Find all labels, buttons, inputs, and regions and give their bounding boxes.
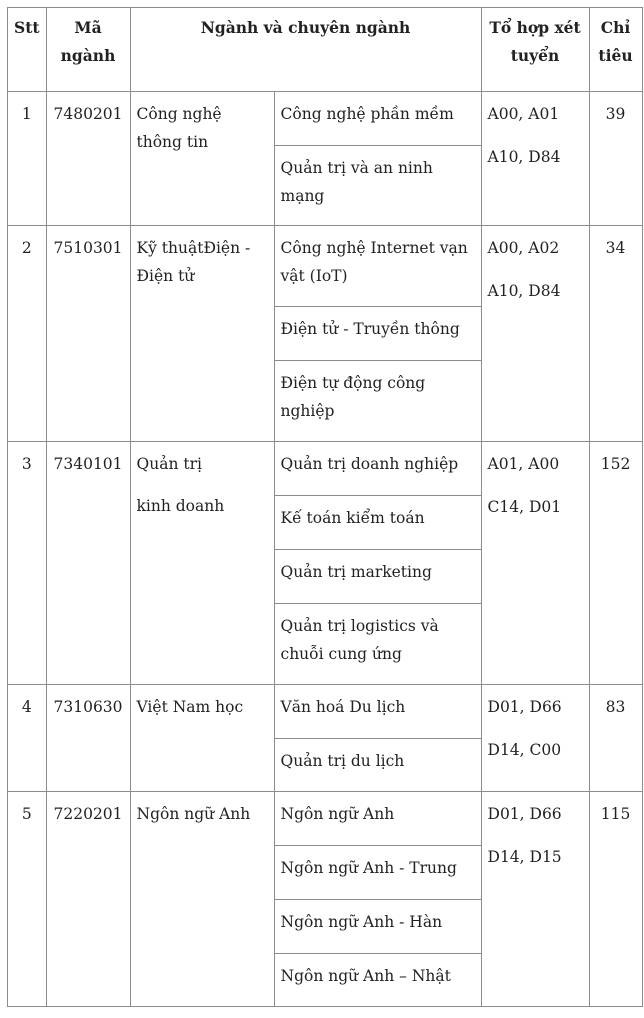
major-name-cell [130, 226, 274, 442]
specialization-cell: Quản trị logistics và chuỗi cung ứng [274, 604, 481, 685]
combo-line: C14, D01 [487, 498, 562, 516]
specialization-cell: Ngôn ngữ Anh [274, 792, 481, 846]
combo-line: A00, A01 [487, 105, 560, 123]
combo-line: A10, D84 [487, 282, 561, 300]
stt-cell: 2 [8, 226, 47, 442]
major-name-line: kinh doanh [136, 497, 225, 515]
combo-line: D14, D15 [487, 848, 562, 866]
table-row [8, 442, 643, 496]
combo-line: D14, C00 [487, 741, 562, 759]
stt-cell: 5 [8, 792, 47, 1007]
header-row [8, 8, 643, 92]
combo-line: A00, A02 [487, 239, 560, 257]
header-quota-line-1: Chỉ [600, 18, 631, 37]
major-name-cell [130, 792, 274, 1007]
major-name-line: Công nghệ thông tin [136, 105, 222, 151]
header-code [46, 8, 130, 92]
combo-cell [481, 442, 589, 685]
specialization-cell: Công nghệ Internet vạn vật (IoT) [274, 226, 481, 307]
table-row [8, 792, 643, 846]
specialization-cell: Quản trị marketing [274, 550, 481, 604]
stt-cell: 4 [8, 685, 47, 792]
header-combo [481, 8, 589, 92]
admissions-table [7, 7, 643, 1007]
specialization-cell: Văn hoá Du lịch [274, 685, 481, 739]
code-cell: 7310630 [46, 685, 130, 792]
combo-line: A01, A00 [487, 455, 560, 473]
quota-cell: 34 [589, 226, 642, 442]
major-name-line: Kỹ thuậtĐiện - Điện tử [136, 239, 251, 285]
specialization-cell: Điện tự động công nghiệp [274, 361, 481, 442]
header-major: Ngành và chuyên ngành [130, 8, 481, 92]
specialization-cell: Kế toán kiểm toán [274, 496, 481, 550]
combo-cell [481, 226, 589, 442]
combo-cell [481, 792, 589, 1007]
combo-line: A10, D84 [487, 148, 561, 166]
table-body [8, 92, 643, 1007]
table-row [8, 92, 643, 146]
header-stt: Stt [8, 8, 47, 92]
specialization-cell: Điện tử - Truyền thông [274, 307, 481, 361]
specialization-cell: Quản trị và an ninh mạng [274, 146, 481, 226]
stt-cell: 1 [8, 92, 47, 226]
code-cell: 7340101 [46, 442, 130, 685]
quota-cell: 83 [589, 685, 642, 792]
code-cell: 7510301 [46, 226, 130, 442]
combo-line: D01, D66 [487, 805, 562, 823]
header-code-line-1: Mã [74, 18, 102, 37]
major-name-line: Việt Nam học [136, 698, 244, 716]
header-combo-line-1: Tổ hợp xét [489, 18, 581, 37]
major-name-cell [130, 442, 274, 685]
combo-cell [481, 92, 589, 226]
table-row [8, 226, 643, 307]
specialization-cell: Quản trị doanh nghiệp [274, 442, 481, 496]
specialization-cell: Ngôn ngữ Anh - Trung [274, 846, 481, 900]
combo-cell [481, 685, 589, 792]
specialization-cell: Ngôn ngữ Anh - Hàn [274, 900, 481, 954]
quota-cell: 39 [589, 92, 642, 226]
header-code-line-2: ngành [60, 46, 116, 65]
table-row [8, 685, 643, 739]
specialization-cell: Ngôn ngữ Anh – Nhật [274, 954, 481, 1007]
major-name-cell [130, 685, 274, 792]
major-name-cell [130, 92, 274, 226]
header-combo-line-2: tuyển [510, 46, 560, 65]
code-cell: 7220201 [46, 792, 130, 1007]
header-quota-line-2: tiêu [598, 46, 633, 65]
header-quota [589, 8, 642, 92]
major-name-line: Quản trị [136, 455, 202, 473]
specialization-cell: Quản trị du lịch [274, 739, 481, 792]
stt-cell: 3 [8, 442, 47, 685]
quota-cell: 115 [589, 792, 642, 1007]
specialization-cell: Công nghệ phần mềm [274, 92, 481, 146]
combo-line: D01, D66 [487, 698, 562, 716]
code-cell: 7480201 [46, 92, 130, 226]
major-name-line: Ngôn ngữ Anh [136, 805, 251, 823]
quota-cell: 152 [589, 442, 642, 685]
